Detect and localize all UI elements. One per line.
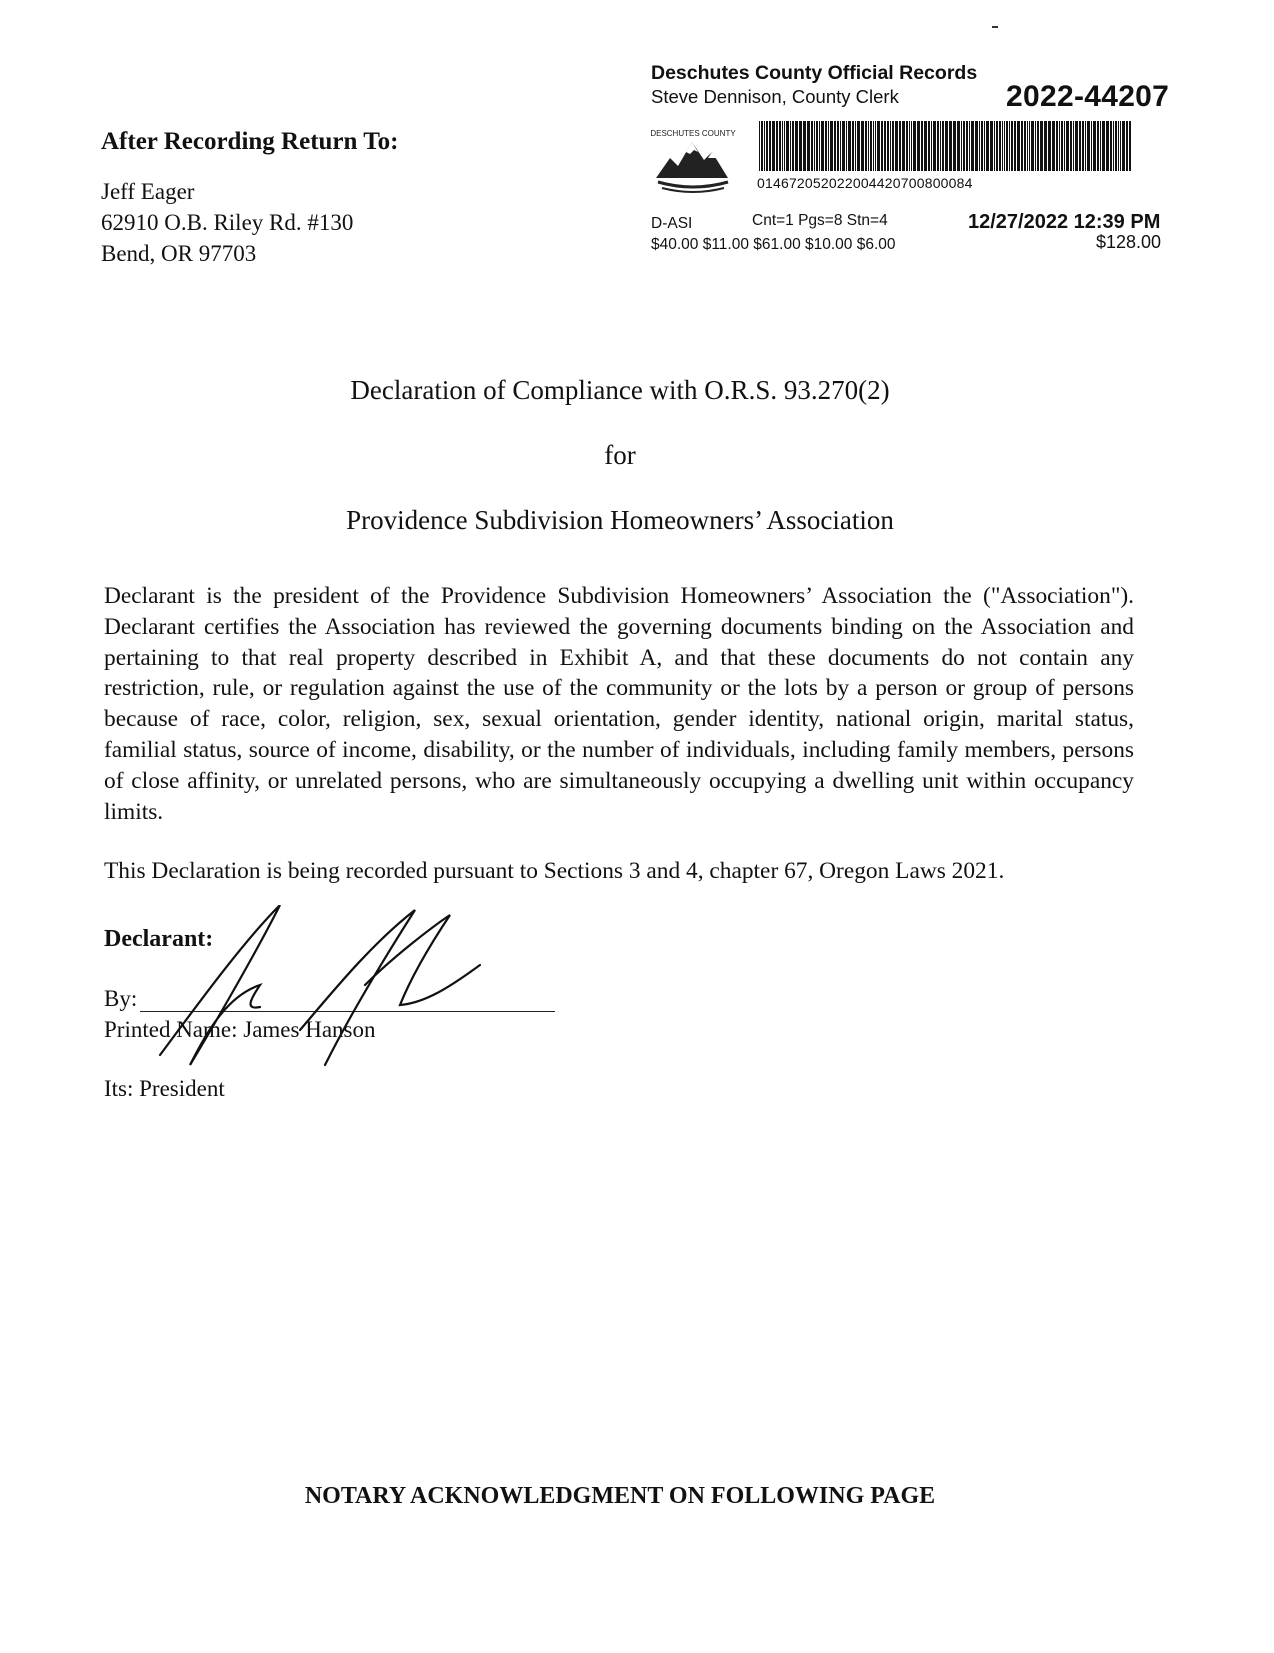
handwritten-signature [150, 905, 530, 1070]
barcode-icon [757, 121, 1135, 171]
document-code: D-ASI [651, 215, 693, 232]
recording-total: $128.00 [1096, 232, 1162, 252]
recording-fees: $40.00 $11.00 $61.00 $10.00 $6.00 [651, 236, 896, 253]
document-title: Declaration of Compliance with O.R.S. 93.270(2) [350, 375, 890, 405]
document-title-for: for [604, 440, 636, 470]
recording-datetime: 12/27/2022 12:39 PM [968, 211, 1161, 233]
declaration-paragraph: Declarant is the president of the Providence Subdivision Homeowners’ Association the ("Association"). Declarant certifies the Association has reviewed the governing documents binding on the Association and pertaining to that real property described in Exhibit A, and that these documents do not contain any restriction, rule, or regulation against the use of the community or the lots by a person or group of persons because of race, color, religion, sex, sexual orientation, gender identity, national origin, marital status, familial status, source of income, disability, or the number of individuals, including family members, persons of close affinity, or unrelated persons, who are simultaneously occupying a dwelling unit within occupancy limits. [104, 583, 1134, 825]
recording-counts: Cnt=1 Pgs=8 Stn=4 [752, 212, 888, 229]
county-clerk: Steve Dennison, County Clerk [651, 86, 899, 107]
association-name: Providence Subdivision Homeowners’ Association [346, 505, 894, 535]
scan-mark [992, 26, 998, 28]
recording-office: Deschutes County Official Records [651, 62, 978, 84]
printed-name: Printed Name: James Hanson [104, 1017, 376, 1042]
signer-title: Its: President [104, 1076, 225, 1101]
seal-text: DESCHUTES COUNTY [650, 129, 736, 138]
county-seal-icon [648, 122, 738, 204]
return-to-name: Jeff Eager [101, 179, 195, 204]
by-label: By: [104, 986, 138, 1011]
barcode-digits: 014672052022004420700800084 [757, 175, 973, 191]
return-to-address-line1: 62910 O.B. Riley Rd. #130 [101, 210, 354, 235]
recording-statement: This Declaration is being recorded pursuant to Sections 3 and 4, chapter 67, Oregon Laws 2021. [104, 858, 1005, 884]
declarant-label: Declarant: [104, 926, 214, 952]
return-to-heading: After Recording Return To: [101, 128, 399, 155]
return-to-address-line2: Bend, OR 97703 [101, 241, 257, 266]
document-number: 2022-44207 [1006, 80, 1170, 113]
notary-notice: NOTARY ACKNOWLEDGMENT ON FOLLOWING PAGE [304, 1483, 936, 1509]
